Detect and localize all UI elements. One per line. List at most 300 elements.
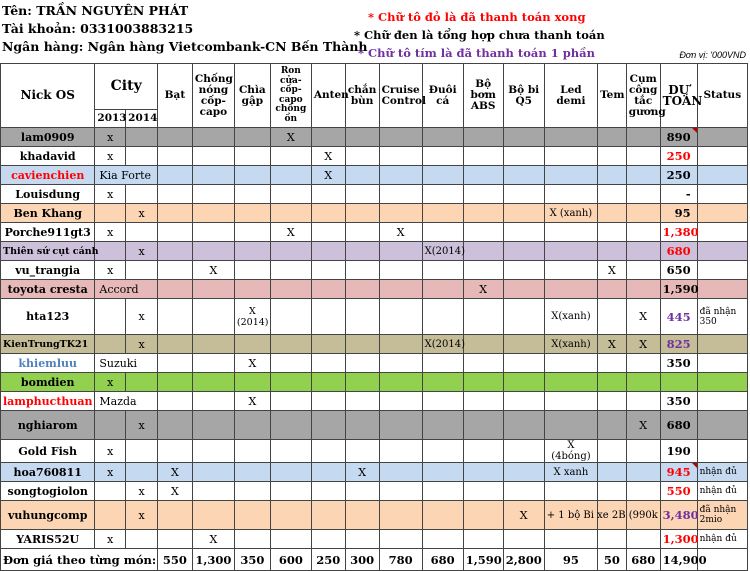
duoi-ca-cell — [422, 280, 463, 299]
status-cell — [697, 223, 747, 242]
duoi-ca-cell — [422, 204, 463, 223]
city-2013-cell: x — [95, 530, 126, 549]
chong-nong-cell — [192, 463, 234, 482]
q5-cell — [503, 147, 544, 166]
nick-cell: khadavid — [1, 147, 95, 166]
bat-cell — [157, 501, 192, 530]
led-cell — [544, 354, 597, 373]
nick-cell: vu_trangia — [1, 261, 95, 280]
duoi-ca-cell — [422, 166, 463, 185]
status-cell — [697, 440, 747, 463]
cum-cell: X — [626, 299, 660, 335]
bat-cell: X — [157, 463, 192, 482]
nick-cell: toyota cresta — [1, 280, 95, 299]
abs-cell — [463, 261, 503, 280]
led-cell — [544, 166, 597, 185]
duoi-ca-cell — [422, 411, 463, 440]
payment-table — [0, 63, 748, 571]
tem-cell — [598, 185, 627, 204]
table-row — [1, 204, 748, 223]
chan-bun-cell — [345, 128, 379, 147]
ron-cua-cell — [270, 280, 311, 299]
nick-cell: hta123 — [1, 299, 95, 335]
bat-cell — [157, 299, 192, 335]
col-city: City — [95, 64, 158, 110]
col-cum-cong-tac: Cụm công tắc gương — [626, 64, 660, 128]
status-cell — [697, 392, 747, 411]
anten-cell — [311, 482, 345, 501]
chia-gap-cell — [234, 166, 270, 185]
anten-cell — [311, 373, 345, 392]
status-cell — [697, 185, 747, 204]
status-cell — [697, 128, 747, 147]
cum-cell — [626, 242, 660, 261]
total-cell: 250 — [660, 166, 697, 185]
city-note-cell: Accord — [95, 280, 158, 299]
cruise-cell — [379, 185, 422, 204]
status-cell: đã nhận 2mio — [697, 501, 747, 530]
led-cell: + 1 bộ Bi xe 2B (990k — [544, 501, 597, 530]
total-cell: 190 — [660, 440, 697, 463]
col-ron-cua: Ron cửa-cốp-capo chống ồn — [270, 64, 311, 128]
cruise-cell — [379, 147, 422, 166]
city-note-cell: Mazda — [95, 392, 158, 411]
chan-bun-cell — [345, 501, 379, 530]
nick-cell: Gold Fish — [1, 440, 95, 463]
header-name: Tên: TRẦN NGUYÊN PHÁT — [2, 3, 189, 18]
duoi-ca-cell — [422, 440, 463, 463]
q5-cell — [503, 530, 544, 549]
total-cell: 680 — [660, 411, 697, 440]
price-cum: 680 — [626, 549, 660, 571]
duoi-ca-cell — [422, 223, 463, 242]
abs-cell — [463, 204, 503, 223]
table-row — [1, 261, 748, 280]
duoi-ca-cell — [422, 261, 463, 280]
ron-cua-cell — [270, 392, 311, 411]
city-2014-cell: x — [126, 335, 158, 354]
chong-nong-cell — [192, 185, 234, 204]
table-row — [1, 392, 748, 411]
nick-cell: Ben Khang — [1, 204, 95, 223]
chia-gap-cell — [234, 373, 270, 392]
q5-cell — [503, 223, 544, 242]
bat-cell — [157, 147, 192, 166]
cruise-cell — [379, 354, 422, 373]
chong-nong-cell — [192, 166, 234, 185]
unit-price-label: Đơn giá theo từng món: — [1, 549, 158, 571]
cruise-cell — [379, 299, 422, 335]
nick-cell: Thiên sứ cụt cánh — [1, 242, 95, 261]
ron-cua-cell — [270, 373, 311, 392]
city-2013-cell — [95, 482, 126, 501]
status-cell — [697, 373, 747, 392]
status-cell — [697, 411, 747, 440]
nick-cell: songtogiolon — [1, 482, 95, 501]
chan-bun-cell — [345, 261, 379, 280]
col-tem: Tem — [598, 64, 627, 128]
q5-cell — [503, 373, 544, 392]
col-chia-gap: Chìa gập — [234, 64, 270, 128]
chong-nong-cell — [192, 204, 234, 223]
tem-cell — [598, 299, 627, 335]
ron-cua-cell — [270, 411, 311, 440]
total-cell: 1,380 — [660, 223, 697, 242]
total-cell: 1,590 — [660, 280, 697, 299]
tem-cell — [598, 354, 627, 373]
cum-cell — [626, 354, 660, 373]
cum-cell — [626, 482, 660, 501]
table-row — [1, 482, 748, 501]
table-row — [1, 373, 748, 392]
chia-gap-cell — [234, 530, 270, 549]
ron-cua-cell — [270, 440, 311, 463]
city-2014-cell: x — [126, 411, 158, 440]
duoi-ca-cell — [422, 147, 463, 166]
total-cell: 95 — [660, 204, 697, 223]
led-cell — [544, 411, 597, 440]
city-2014-cell — [126, 128, 158, 147]
abs-cell — [463, 128, 503, 147]
table-row — [1, 185, 748, 204]
anten-cell — [311, 223, 345, 242]
anten-cell: X — [311, 166, 345, 185]
duoi-ca-cell — [422, 463, 463, 482]
col-cruise: Cruise Control — [379, 64, 422, 128]
chan-bun-cell — [345, 440, 379, 463]
anten-cell — [311, 501, 345, 530]
cum-cell — [626, 185, 660, 204]
city-2013-cell: x — [95, 261, 126, 280]
bat-cell — [157, 128, 192, 147]
abs-cell — [463, 354, 503, 373]
cruise-cell — [379, 335, 422, 354]
total-cell: 1,300 — [660, 530, 697, 549]
q5-cell — [503, 204, 544, 223]
col-bat: Bạt — [157, 64, 192, 128]
total-cell: 350 — [660, 354, 697, 373]
cruise-cell — [379, 373, 422, 392]
q5-cell — [503, 280, 544, 299]
total-cell: 945 — [660, 463, 697, 482]
total-cell: 890 — [660, 128, 697, 147]
col-city-2013: 2013 — [95, 110, 126, 128]
led-cell — [544, 392, 597, 411]
abs-cell — [463, 373, 503, 392]
unit-note: Đơn vị: '000VND — [679, 50, 746, 60]
abs-cell — [463, 223, 503, 242]
chong-nong-cell — [192, 392, 234, 411]
cum-cell — [626, 166, 660, 185]
nick-cell: hoa760811 — [1, 463, 95, 482]
ron-cua-cell — [270, 482, 311, 501]
table-row — [1, 530, 748, 549]
status-cell: nhận đủ — [697, 530, 747, 549]
cum-cell: X — [626, 335, 660, 354]
city-2013-cell: x — [95, 440, 126, 463]
q5-cell — [503, 354, 544, 373]
city-2014-cell: x — [126, 242, 158, 261]
led-cell — [544, 373, 597, 392]
tem-cell: X — [598, 261, 627, 280]
bat-cell: X — [157, 482, 192, 501]
chia-gap-cell — [234, 440, 270, 463]
cruise-cell — [379, 204, 422, 223]
q5-cell — [503, 166, 544, 185]
city-2014-cell: x — [126, 204, 158, 223]
cruise-cell — [379, 128, 422, 147]
chan-bun-cell — [345, 482, 379, 501]
q5-cell — [503, 128, 544, 147]
chan-bun-cell — [345, 280, 379, 299]
city-note-cell: Suzuki — [95, 354, 158, 373]
tem-cell — [598, 204, 627, 223]
chan-bun-cell — [345, 204, 379, 223]
cruise-cell — [379, 280, 422, 299]
tem-cell: X — [598, 335, 627, 354]
status-cell: nhận đủ — [697, 482, 747, 501]
bat-cell — [157, 166, 192, 185]
q5-cell: X — [503, 501, 544, 530]
city-2013-cell — [95, 299, 126, 335]
ron-cua-cell — [270, 185, 311, 204]
chong-nong-cell — [192, 354, 234, 373]
total-cell: 250 — [660, 147, 697, 166]
abs-cell — [463, 530, 503, 549]
status-cell: nhận đủ — [697, 463, 747, 482]
tem-cell — [598, 482, 627, 501]
ron-cua-cell: X — [270, 128, 311, 147]
tem-cell — [598, 166, 627, 185]
nick-cell: bomdien — [1, 373, 95, 392]
led-cell — [544, 242, 597, 261]
cruise-cell — [379, 411, 422, 440]
duoi-ca-cell — [422, 299, 463, 335]
cum-cell — [626, 463, 660, 482]
q5-cell — [503, 335, 544, 354]
led-cell — [544, 280, 597, 299]
ron-cua-cell — [270, 299, 311, 335]
city-2014-cell: x — [126, 299, 158, 335]
ron-cua-cell — [270, 147, 311, 166]
tem-cell — [598, 128, 627, 147]
chan-bun-cell — [345, 166, 379, 185]
duoi-ca-cell — [422, 530, 463, 549]
chan-bun-cell — [345, 411, 379, 440]
total-cell: 3,480 — [660, 501, 697, 530]
anten-cell — [311, 280, 345, 299]
anten-cell — [311, 335, 345, 354]
chong-nong-cell: X — [192, 261, 234, 280]
chia-gap-cell — [234, 482, 270, 501]
chong-nong-cell: X — [192, 530, 234, 549]
q5-cell — [503, 242, 544, 261]
city-2014-cell: x — [126, 482, 158, 501]
total-cell: 825 — [660, 335, 697, 354]
abs-cell — [463, 411, 503, 440]
cum-cell — [626, 530, 660, 549]
bat-cell — [157, 223, 192, 242]
tem-cell — [598, 280, 627, 299]
nick-cell: khiemluu — [1, 354, 95, 373]
abs-cell — [463, 501, 503, 530]
chan-bun-cell — [345, 392, 379, 411]
status-cell — [697, 242, 747, 261]
duoi-ca-cell — [422, 501, 463, 530]
chia-gap-cell — [234, 242, 270, 261]
duoi-ca-cell — [422, 354, 463, 373]
city-2014-cell — [126, 185, 158, 204]
tem-cell — [598, 440, 627, 463]
chong-nong-cell — [192, 242, 234, 261]
chan-bun-cell — [345, 147, 379, 166]
price-chia-gap: 350 — [234, 549, 270, 571]
table-row — [1, 128, 748, 147]
col-chong-nong: Chống nóng cốp-capo — [192, 64, 234, 128]
city-note-cell: Kia Forte — [95, 166, 158, 185]
ron-cua-cell — [270, 354, 311, 373]
bat-cell — [157, 392, 192, 411]
price-ron-cua: 600 — [270, 549, 311, 571]
q5-cell — [503, 392, 544, 411]
q5-cell — [503, 299, 544, 335]
city-2013-cell: x — [95, 185, 126, 204]
ron-cua-cell — [270, 166, 311, 185]
anten-cell — [311, 128, 345, 147]
nick-cell: lamphucthuan — [1, 392, 95, 411]
bat-cell — [157, 440, 192, 463]
ron-cua-cell — [270, 335, 311, 354]
duoi-ca-cell: X(2014) — [422, 242, 463, 261]
price-cruise: 780 — [379, 549, 422, 571]
cum-cell — [626, 440, 660, 463]
price-abs: 1,590 — [463, 549, 503, 571]
cum-cell — [626, 392, 660, 411]
city-2014-cell — [126, 147, 158, 166]
chia-gap-cell — [234, 411, 270, 440]
chan-bun-cell — [345, 354, 379, 373]
city-2014-cell — [126, 373, 158, 392]
status-cell — [697, 261, 747, 280]
chia-gap-cell: X (2014) — [234, 299, 270, 335]
cum-cell: X — [626, 411, 660, 440]
led-cell — [544, 147, 597, 166]
table-row — [1, 411, 748, 440]
header-bank: Ngân hàng: Ngân hàng Vietcombank-CN Bến Thành — [2, 39, 368, 54]
cruise-cell — [379, 440, 422, 463]
city-2013-cell: x — [95, 147, 126, 166]
col-duoi-ca: Đuôi cá — [422, 64, 463, 128]
chan-bun-cell — [345, 530, 379, 549]
abs-cell — [463, 147, 503, 166]
led-cell: X (4bóng) — [544, 440, 597, 463]
chia-gap-cell: X — [234, 354, 270, 373]
ron-cua-cell — [270, 242, 311, 261]
abs-cell — [463, 185, 503, 204]
price-anten: 250 — [311, 549, 345, 571]
status-cell — [697, 335, 747, 354]
status-cell — [697, 147, 747, 166]
chan-bun-cell — [345, 299, 379, 335]
anten-cell — [311, 204, 345, 223]
price-q5: 2,800 — [503, 549, 544, 571]
tem-cell — [598, 373, 627, 392]
led-cell: X xanh — [544, 463, 597, 482]
chia-gap-cell — [234, 185, 270, 204]
col-led-demi: Led demi — [544, 64, 597, 128]
table-row — [1, 440, 748, 463]
anten-cell — [311, 530, 345, 549]
col-nick: Nick OS — [1, 64, 95, 128]
table-row — [1, 166, 748, 185]
total-cell: - — [660, 185, 697, 204]
chia-gap-cell — [234, 501, 270, 530]
legend-red: * Chữ tô đỏ là đã thanh toán xong — [368, 10, 586, 24]
nick-cell: nghiarom — [1, 411, 95, 440]
legend-purple: * Chữ tô tím là đã thanh toán 1 phần — [358, 46, 595, 60]
city-2013-cell: x — [95, 128, 126, 147]
cruise-cell — [379, 482, 422, 501]
chan-bun-cell: X — [345, 463, 379, 482]
city-2013-cell — [95, 411, 126, 440]
cruise-cell — [379, 166, 422, 185]
chia-gap-cell — [234, 204, 270, 223]
chia-gap-cell — [234, 128, 270, 147]
abs-cell — [463, 299, 503, 335]
col-chan-bun: chắn bùn — [345, 64, 379, 128]
abs-cell — [463, 482, 503, 501]
q5-cell — [503, 185, 544, 204]
chong-nong-cell — [192, 501, 234, 530]
city-2013-cell: x — [95, 373, 126, 392]
table-row — [1, 354, 748, 373]
bat-cell — [157, 185, 192, 204]
table-row — [1, 242, 748, 261]
table-row — [1, 280, 748, 299]
table-row — [1, 299, 748, 335]
cum-cell — [626, 128, 660, 147]
led-cell — [544, 530, 597, 549]
tem-cell — [598, 530, 627, 549]
total-cell — [660, 373, 697, 392]
cum-cell — [626, 147, 660, 166]
status-cell — [697, 166, 747, 185]
nick-cell: YARIS52U — [1, 530, 95, 549]
abs-cell — [463, 166, 503, 185]
chong-nong-cell — [192, 440, 234, 463]
cum-cell — [626, 373, 660, 392]
bat-cell — [157, 354, 192, 373]
bat-cell — [157, 335, 192, 354]
price-chong-nong: 1,300 — [192, 549, 234, 571]
table-row — [1, 223, 748, 242]
chan-bun-cell — [345, 373, 379, 392]
chong-nong-cell — [192, 411, 234, 440]
legend-black: * Chữ đen là tổng hợp chưa thanh toán — [354, 28, 605, 42]
ron-cua-cell — [270, 463, 311, 482]
table-row — [1, 147, 748, 166]
price-bat: 550 — [157, 549, 192, 571]
abs-cell — [463, 392, 503, 411]
anten-cell — [311, 440, 345, 463]
city-2013-cell: x — [95, 463, 126, 482]
anten-cell — [311, 463, 345, 482]
led-cell — [544, 223, 597, 242]
chong-nong-cell — [192, 482, 234, 501]
bat-cell — [157, 280, 192, 299]
abs-cell — [463, 463, 503, 482]
abs-cell — [463, 335, 503, 354]
